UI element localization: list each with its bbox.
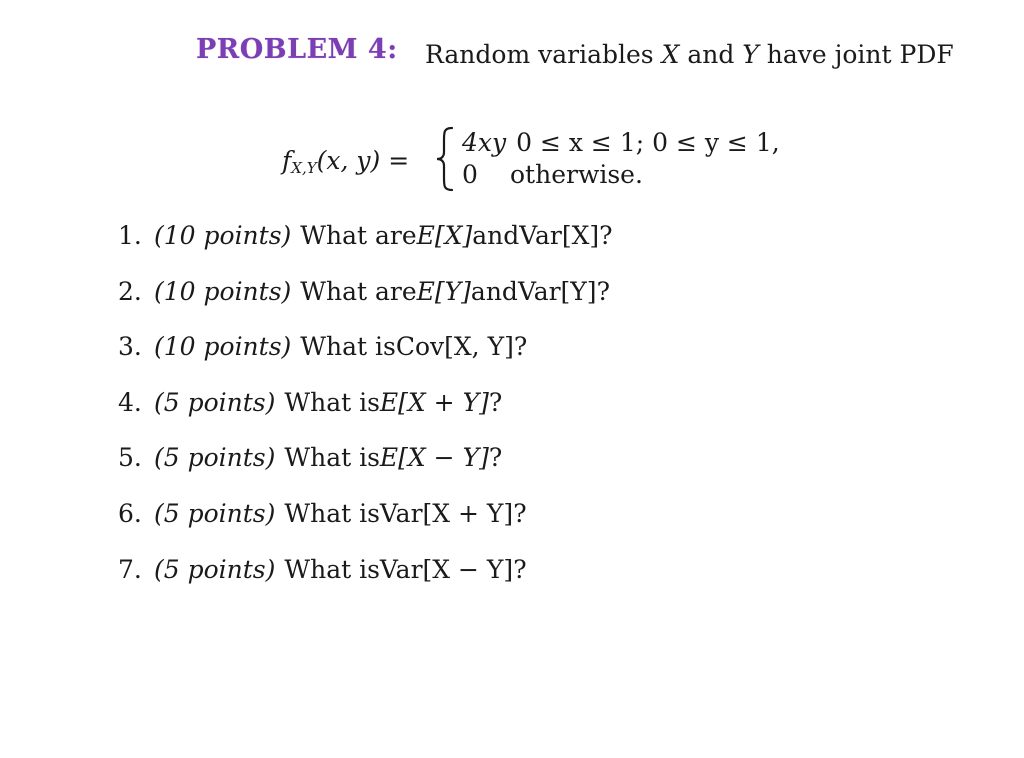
case-row-1 [462, 128, 780, 157]
question-math: E[X + Y] [379, 387, 489, 417]
question-post: ? [513, 554, 527, 584]
question-item [118, 499, 613, 555]
question-number: 7. [118, 554, 142, 584]
case2-expression: 0 [462, 160, 478, 189]
question-math: E[Y] [416, 276, 471, 306]
question-points: (5 points) [154, 443, 276, 473]
question-math: Var[X − Y] [379, 554, 514, 584]
question-post: ? [599, 221, 613, 250]
question-pre: What is [300, 332, 396, 362]
question-number: 3. [118, 332, 142, 362]
problem-label: PROBLEM 4: [196, 34, 398, 65]
question-math: Var[X + Y] [379, 498, 514, 528]
question-points: (10 points) [154, 332, 292, 362]
question-points: (10 points) [154, 276, 292, 306]
question-number: 4. [118, 387, 142, 417]
question-post: ? [513, 498, 527, 528]
question-item [118, 555, 613, 611]
question-post: ? [488, 443, 503, 473]
question-pre: What are [300, 276, 417, 306]
question-math2: Var[X] [519, 221, 600, 250]
question-mid: and [472, 221, 520, 250]
formula-f: f [282, 146, 292, 175]
statement-pre: Random variables [425, 40, 662, 69]
question-math: E[X] [416, 221, 473, 250]
case1-expression: 4xy [462, 128, 507, 157]
question-points: (10 points) [154, 221, 292, 250]
joint-pdf-formula [282, 124, 842, 194]
question-post: ? [596, 276, 610, 306]
case2-condition: otherwise. [510, 160, 643, 189]
question-item [118, 221, 613, 277]
question-post: ? [513, 332, 528, 362]
var-x: X [661, 40, 680, 69]
question-math: E[X − Y] [379, 443, 489, 473]
question-pre: What is [284, 387, 380, 417]
question-number: 2. [118, 276, 142, 306]
question-pre: What is [284, 498, 380, 528]
question-number: 5. [118, 443, 142, 473]
problem-header [196, 32, 996, 76]
question-math2: Var[Y] [517, 276, 597, 306]
formula-lhs [282, 146, 409, 177]
question-post: ? [488, 387, 503, 417]
question-pre: What are [300, 221, 417, 250]
question-points: (5 points) [154, 498, 276, 528]
question-pre: What is [284, 443, 380, 473]
question-mid: and [470, 276, 518, 306]
question-number: 1. [118, 221, 142, 250]
question-item [118, 277, 613, 333]
statement-mid: and [679, 40, 743, 69]
formula-args: (x, y) = [316, 146, 410, 175]
question-pre: What is [284, 554, 380, 584]
question-points: (5 points) [154, 387, 276, 417]
question-item [118, 332, 613, 388]
question-item [118, 443, 613, 499]
question-item [118, 388, 613, 444]
formula-subscript: X,Y [291, 159, 317, 177]
left-brace-icon [434, 126, 456, 192]
var-y: Y [742, 40, 759, 69]
question-math: Cov[X, Y] [395, 332, 514, 362]
question-list [118, 221, 613, 610]
case1-condition: 0 ≤ x ≤ 1; 0 ≤ y ≤ 1, [516, 128, 780, 157]
case-row-2 [462, 160, 643, 189]
statement-post: have joint PDF [758, 40, 954, 69]
question-number: 6. [118, 498, 142, 528]
question-points: (5 points) [154, 554, 276, 584]
problem-statement [425, 40, 954, 69]
